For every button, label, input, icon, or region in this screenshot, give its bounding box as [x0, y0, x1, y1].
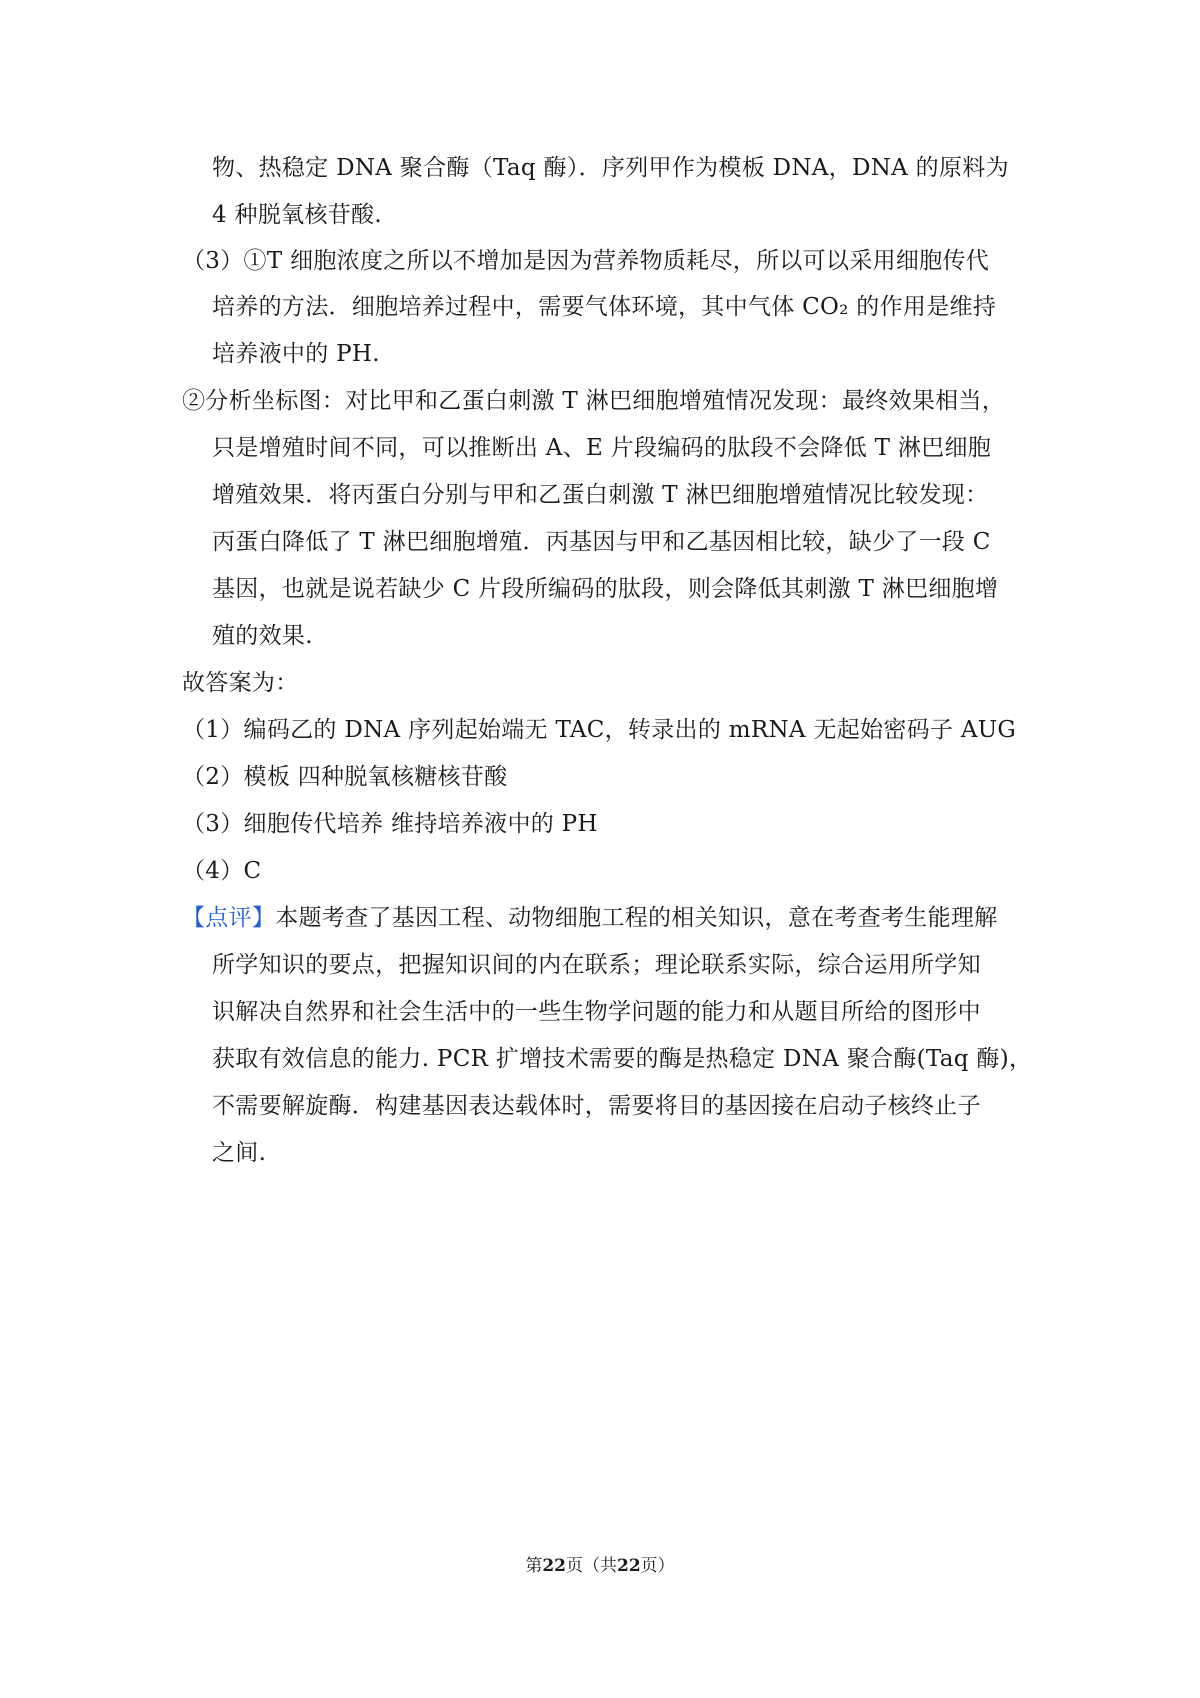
answer-item: （1）编码乙的 DNA 序列起始端无 TAC，转录出的 mRNA 无起始密码子 AUG	[182, 717, 1017, 743]
text-line: 丙蛋白降低了 T 淋巴细胞增殖．丙基因与甲和乙基因相比较，缺少了一段 C	[212, 529, 991, 555]
page-number: 22	[542, 1556, 566, 1576]
text-line: 只是增殖时间不同，可以推断出 A、E 片段编码的肽段不会降低 T 淋巴细胞	[212, 435, 992, 461]
comment-line: 识解决自然界和社会生活中的一些生物学问题的能力和从题目所给的图形中	[212, 999, 981, 1025]
page-total: 22	[617, 1556, 641, 1576]
text-line: 培养的方法．细胞培养过程中，需要气体环境，其中气体 CO₂ 的作用是维持	[212, 294, 997, 320]
text-line: 殖的效果.	[212, 623, 313, 649]
text-line: 培养液中的 PH.	[212, 341, 380, 367]
comment-line: 之间.	[212, 1140, 267, 1166]
text-line: ②分析坐标图：对比甲和乙蛋白刺激 T 淋巴细胞增殖情况发现：最终效果相当，	[182, 388, 1006, 414]
comment-label: 【点评】	[182, 905, 276, 931]
comment-line: 获取有效信息的能力. PCR 扩增技术需要的酶是热稳定 DNA 聚合酶(Taq 酶)，	[212, 1046, 1033, 1072]
page-footer: 第22页（共22页）	[525, 1556, 675, 1576]
comment-first-line	[182, 902, 998, 934]
answer-item: （2）模板 四种脱氧核糖核苷酸	[182, 764, 508, 790]
text-line: （3）①T 细胞浓度之所以不增加是因为营养物质耗尽，所以可以采用细胞传代	[182, 248, 990, 274]
text-line: 增殖效果．将丙蛋白分别与甲和乙蛋白刺激 T 淋巴细胞增殖情况比较发现：	[212, 482, 989, 508]
comment-line: 不需要解旋酶．构建基因表达载体时，需要将目的基因接在启动子核终止子	[212, 1093, 981, 1119]
comment-text: 本题考查了基因工程、动物细胞工程的相关知识，意在考查考生能理解	[275, 905, 998, 931]
answer-item: （3）细胞传代培养 维持培养液中的 PH	[182, 811, 598, 837]
text-line: 4 种脱氧核苷酸.	[212, 202, 382, 228]
text-line: 物、热稳定 DNA 聚合酶（Taq 酶）．序列甲作为模板 DNA，DNA 的原料为	[212, 155, 1009, 181]
comment-line: 所学知识的要点，把握知识间的内在联系；理论联系实际，综合运用所学知	[212, 952, 981, 978]
text-line: 基因，也就是说若缺少 C 片段所编码的肽段，则会降低其刺激 T 淋巴细胞增	[212, 576, 999, 602]
answer-heading: 故答案为：	[182, 670, 299, 696]
answer-item: （4）C	[182, 858, 262, 884]
